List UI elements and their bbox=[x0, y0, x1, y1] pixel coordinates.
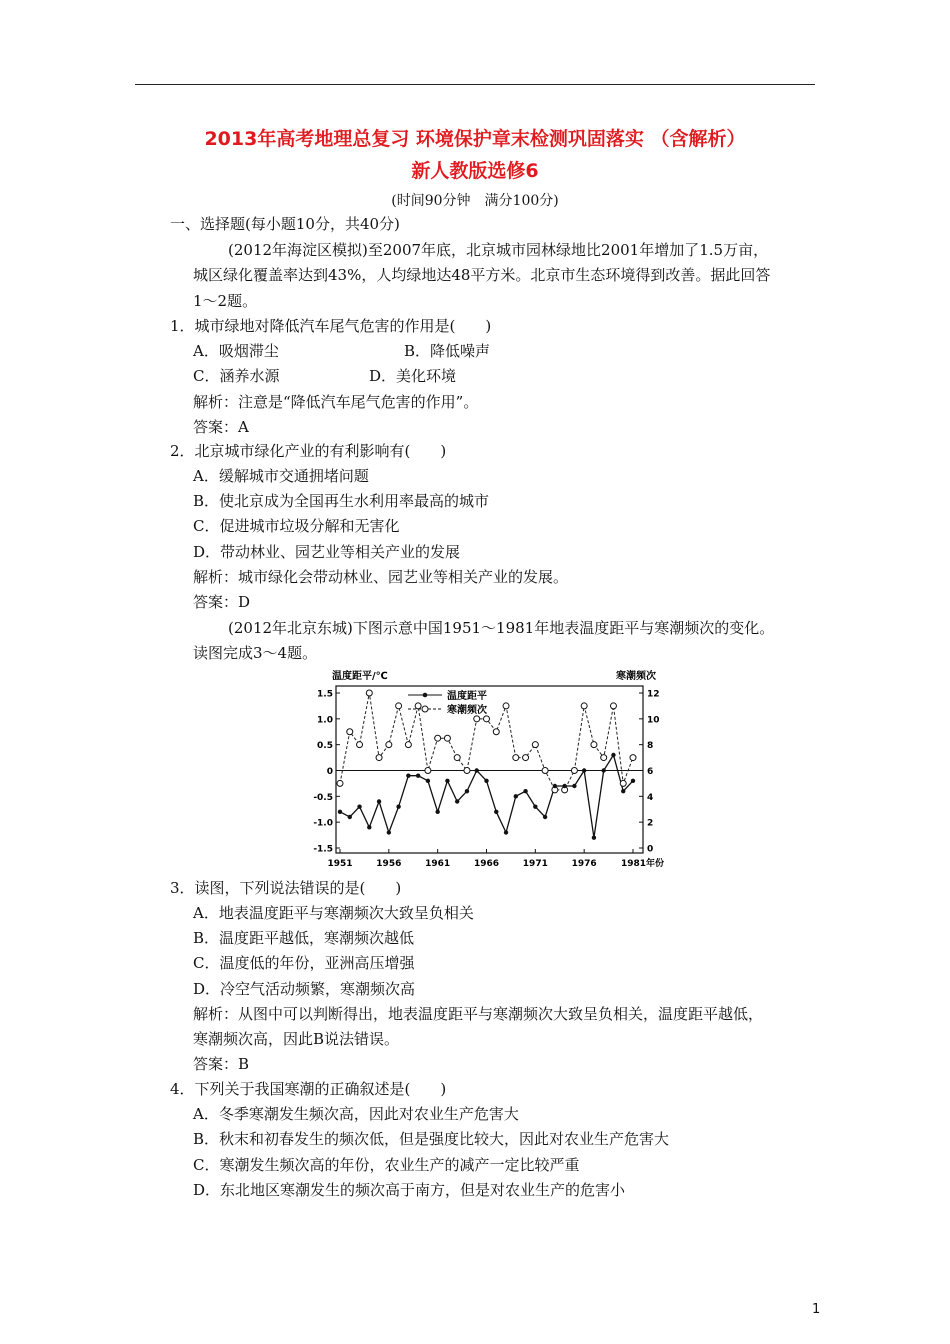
section-heading: 一、选择题(每小题10分，共40分) bbox=[170, 215, 400, 233]
right-tick-label: 12 bbox=[647, 689, 660, 700]
left-tick-label: 1.0 bbox=[317, 715, 333, 726]
intro-paragraph-line: (2012年海淀区模拟)至2007年底，北京城市园林绿地比2001年增加了1.5万亩， bbox=[228, 241, 769, 259]
temperature-point bbox=[348, 815, 352, 819]
question-1-analysis: 解析：注意是“降低汽车尾气危害的作用”。 bbox=[193, 393, 479, 411]
right-tick-label: 10 bbox=[647, 715, 660, 726]
temperature-point bbox=[416, 773, 420, 777]
coldwave-point bbox=[386, 742, 392, 748]
top-rule bbox=[135, 84, 815, 85]
plot-frame bbox=[336, 686, 643, 853]
x-tick-label: 1981年份 bbox=[621, 859, 665, 869]
legend-marker-coldwave bbox=[422, 706, 428, 712]
temperature-point bbox=[455, 799, 459, 803]
question-3-analysis: 解析：从图中可以判断得出，地表温度距平与寒潮频次大致呈负相关，温度距平越低， bbox=[193, 1005, 764, 1023]
question-2-option-a: A．缓解城市交通拥堵问题 bbox=[193, 467, 369, 485]
temperature-point bbox=[475, 768, 479, 772]
temperature-point bbox=[484, 779, 488, 783]
temperature-point bbox=[562, 784, 566, 788]
question-2-answer: 答案：D bbox=[193, 593, 251, 611]
coldwave-point bbox=[620, 780, 626, 786]
question-4-stem: 4．下列关于我国寒潮的正确叙述是( ) bbox=[170, 1080, 447, 1098]
left-tick-label: -0.5 bbox=[313, 792, 333, 803]
question-2-option-c: C．促进城市垃圾分解和无害化 bbox=[193, 517, 400, 535]
intro-paragraph-line: 城区绿化覆盖率达到43%，人均绿地达48平方米。北京市生态环境得到改善。据此回答 bbox=[193, 266, 771, 284]
left-tick-label: 1.5 bbox=[317, 689, 333, 700]
temperature-point bbox=[387, 830, 391, 834]
coldwave-point bbox=[425, 768, 431, 774]
temperature-point bbox=[406, 773, 410, 777]
legend-label-temperature: 温度距平 bbox=[447, 691, 487, 702]
coldwave-point bbox=[571, 768, 577, 774]
coldwave-point bbox=[454, 755, 460, 761]
temperature-point bbox=[338, 810, 342, 814]
coldwave-point bbox=[601, 755, 607, 761]
temperature-point bbox=[582, 768, 586, 772]
question-2-analysis: 解析：城市绿化会带动林业、园艺业等相关产业的发展。 bbox=[193, 568, 569, 586]
temperature-point bbox=[543, 815, 547, 819]
coldwave-point bbox=[464, 768, 470, 774]
temperature-point bbox=[435, 810, 439, 814]
right-tick-label: 6 bbox=[647, 767, 654, 777]
question-1-option-d: D．美化环境 bbox=[369, 367, 457, 385]
question-1-option-b: B．降低噪声 bbox=[404, 342, 491, 360]
temperature-point bbox=[553, 784, 557, 788]
left-tick-label: 0 bbox=[326, 767, 333, 777]
intro-paragraph-line: (2012年北京东城)下图示意中国1951～1981年地表温度距平与寒潮频次的变化。 bbox=[228, 619, 775, 637]
coldwave-point bbox=[493, 729, 499, 735]
right-tick-label: 2 bbox=[647, 818, 654, 829]
question-3-analysis-cont: 寒潮频次高，因此B说法错误。 bbox=[193, 1030, 400, 1048]
coldwave-point bbox=[484, 716, 490, 722]
coldwave-point bbox=[474, 716, 480, 722]
left-tick-label: -1.5 bbox=[313, 844, 333, 855]
question-4-option-d: D．东北地区寒潮发生的频次高于南方，但是对农业生产的危害小 bbox=[193, 1181, 626, 1199]
coldwave-point bbox=[610, 703, 616, 709]
legend-marker-temperature bbox=[423, 693, 428, 698]
x-tick-label: 1966 bbox=[473, 859, 500, 869]
right-tick-label: 0 bbox=[647, 844, 654, 855]
temperature-point bbox=[445, 779, 449, 783]
temperature-point bbox=[621, 789, 625, 793]
coldwave-point bbox=[405, 742, 411, 748]
temperature-point bbox=[396, 804, 400, 808]
temperature-point bbox=[494, 810, 498, 814]
coldwave-point bbox=[513, 755, 519, 761]
left-axis-title: 温度距平/℃ bbox=[332, 671, 388, 682]
question-2-option-b: B．使北京成为全国再生水利用率最高的城市 bbox=[193, 492, 490, 510]
right-axis-title: 寒潮频次 bbox=[616, 671, 656, 682]
page-number: 1 bbox=[812, 1302, 821, 1317]
left-tick-label: -1.0 bbox=[313, 818, 333, 829]
coldwave-point bbox=[357, 742, 363, 748]
x-tick-label: 1961 bbox=[425, 859, 451, 869]
exam-info: (时间90分钟 满分100分) bbox=[391, 193, 559, 209]
x-tick-label: 1971 bbox=[522, 859, 548, 869]
temperature-point bbox=[504, 830, 508, 834]
coldwave-point bbox=[347, 729, 353, 735]
temperature-point bbox=[592, 835, 596, 839]
question-3-answer: 答案：B bbox=[193, 1055, 250, 1073]
right-tick-label: 8 bbox=[647, 741, 654, 752]
question-2-stem: 2．北京城市绿化产业的有利影响有( ) bbox=[170, 442, 447, 460]
series-line-temperature bbox=[340, 755, 633, 838]
coldwave-point bbox=[396, 703, 402, 709]
temperature-point bbox=[514, 794, 518, 798]
coldwave-point bbox=[581, 703, 587, 709]
temperature-point bbox=[367, 825, 371, 829]
question-4-option-b: B．秋末和初春发生的频次低，但是强度比较大，因此对农业生产危害大 bbox=[193, 1130, 670, 1148]
left-tick-label: 0.5 bbox=[317, 741, 333, 752]
question-1-option-a: A．吸烟滞尘 bbox=[193, 342, 279, 360]
coldwave-point bbox=[366, 690, 372, 696]
coldwave-point bbox=[591, 742, 597, 748]
intro-paragraph-line: 1～2题。 bbox=[193, 292, 258, 310]
coldwave-point bbox=[415, 703, 421, 709]
question-3-option-b: B．温度距平越低，寒潮频次越低 bbox=[193, 929, 415, 947]
temperature-point bbox=[611, 753, 615, 757]
temperature-point bbox=[357, 804, 361, 808]
temperature-point bbox=[602, 768, 606, 772]
coldwave-point bbox=[630, 755, 636, 761]
intro-paragraph-line: 读图完成3～4题。 bbox=[193, 644, 318, 662]
x-tick-label: 1956 bbox=[376, 859, 402, 869]
temperature-coldwave-chart bbox=[312, 664, 666, 874]
coldwave-point bbox=[523, 755, 529, 761]
document-title-line2: 新人教版选修6 bbox=[411, 160, 539, 182]
question-3-stem: 3．读图，下列说法错误的是( ) bbox=[170, 879, 402, 897]
temperature-point bbox=[426, 779, 430, 783]
question-3-option-c: C．温度低的年份，亚洲高压增强 bbox=[193, 954, 415, 972]
question-3-option-d: D．冷空气活动频繁，寒潮频次高 bbox=[193, 980, 416, 998]
coldwave-point bbox=[503, 703, 509, 709]
temperature-point bbox=[631, 779, 635, 783]
coldwave-point bbox=[444, 735, 450, 741]
x-tick-label: 1976 bbox=[571, 859, 597, 869]
question-1-stem: 1．城市绿地对降低汽车尾气危害的作用是( ) bbox=[170, 317, 492, 335]
question-1-option-c: C．涵养水源 bbox=[193, 367, 280, 385]
legend-label-coldwave: 寒潮频次 bbox=[447, 705, 487, 716]
coldwave-point bbox=[542, 768, 548, 774]
question-1-answer: 答案：A bbox=[193, 418, 249, 436]
right-tick-label: 4 bbox=[647, 792, 654, 803]
coldwave-point bbox=[532, 742, 538, 748]
question-2-option-d: D．带动林业、园艺业等相关产业的发展 bbox=[193, 543, 461, 561]
question-4-option-c: C．寒潮发生频次高的年份，农业生产的减产一定比较严重 bbox=[193, 1156, 580, 1174]
question-4-option-a: A．冬季寒潮发生频次高，因此对农业生产危害大 bbox=[193, 1105, 519, 1123]
x-tick-label: 1951 bbox=[327, 859, 353, 869]
temperature-point bbox=[572, 784, 576, 788]
temperature-point bbox=[465, 789, 469, 793]
coldwave-point bbox=[435, 735, 441, 741]
temperature-point bbox=[377, 799, 381, 803]
temperature-point bbox=[523, 789, 527, 793]
coldwave-point bbox=[376, 755, 382, 761]
temperature-point bbox=[533, 804, 537, 808]
document-title: 2013年高考地理总复习 环境保护章末检测巩固落实 （含解析） bbox=[204, 128, 746, 150]
question-3-option-a: A．地表温度距平与寒潮频次大致呈负相关 bbox=[193, 904, 474, 922]
coldwave-point bbox=[337, 780, 343, 786]
